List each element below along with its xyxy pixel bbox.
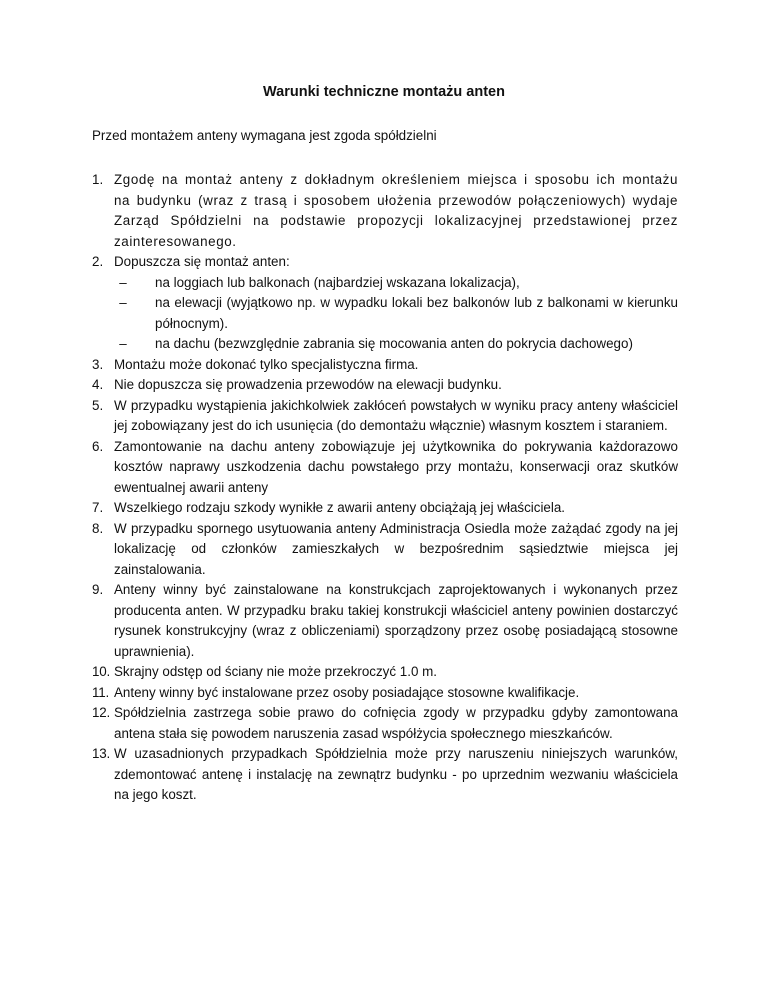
sub-list-item [114, 273, 678, 294]
item-number: 4. [92, 377, 104, 392]
list-item [92, 662, 678, 683]
item-text: Skrajny odstęp od ściany nie może przekroczyć 1.0 m. [114, 664, 438, 679]
item-text: Zgodę na montaż anteny z dokładnym określeniem miejsca i sposobu ich montażu na budynku (wraz z trasą i sposobem ułożenia przewodów połączeniowych) wydaje Zarząd Spółdzielni na podstawie propozycji lokalizacyjnej przedstawionej przez zainteresowanego. [114, 172, 678, 249]
list-item [92, 252, 678, 355]
item-number: 6. [92, 438, 104, 454]
list-item [92, 703, 678, 744]
item-number: 8. [92, 520, 104, 536]
item-number: 12. [92, 705, 111, 720]
list-item [92, 519, 678, 581]
list-item [92, 396, 678, 437]
item-text: Anteny winny być zainstalowane na konstrukcjach zaprojektowanych i wykonanych przez producenta anten. W przypadku braku takiej konstrukcji właściciel anteny powinien dostarczyć rysunek konstrukcyjny (wraz z obliczeniami) sporządzony przez osobę posiadającą stosowne uprawnienia). [114, 582, 678, 659]
list-item [92, 170, 678, 252]
list-item [92, 498, 678, 519]
item-number: 10. [92, 664, 111, 679]
item-text: Spółdzielnia zastrzega sobie prawo do cofnięcia zgody w przypadku gdyby zamontowana antena stała się powodem naruszenia zasad współżycia społecznego mieszkańców. [114, 705, 678, 741]
list-item [92, 580, 678, 662]
sub-item-text: na dachu (bezwzględnie zabrania się mocowania anten do pokrycia dachowego) [155, 336, 633, 351]
item-number: 1. [92, 172, 104, 187]
list-item [92, 355, 678, 376]
item-text: Anteny winny być instalowane przez osoby posiadające stosowne kwalifikacje. [114, 684, 580, 700]
item-text: W przypadku wystąpienia jakichkolwiek zakłóceń powstałych w wyniku pracy anteny właściciel jej zobowiązany jest do ich usunięcia (do demontażu włącznie) własnym kosztem i staraniem. [114, 397, 678, 433]
sub-list-item [114, 293, 678, 334]
list-item [92, 375, 678, 396]
item-text: Nie dopuszcza się prowadzenia przewodów na elewacji budynku. [114, 377, 502, 392]
item-number: 3. [92, 356, 104, 372]
list-item [92, 683, 678, 704]
dash-bullet: – [119, 295, 127, 310]
item-number: 13. [92, 746, 111, 761]
item-number: 2. [92, 254, 104, 269]
item-text: Montażu może dokonać tylko specjalistyczna firma. [114, 356, 419, 372]
item-text: W przypadku spornego usytuowania anteny Administracja Osiedla może zażądać zgody na jej lokalizację od członków zamieszkałych w bezpośrednim sąsiedztwie miejsca jej zainstalowania. [114, 520, 678, 577]
item-number: 5. [92, 397, 104, 413]
list-item [92, 437, 678, 499]
intro-paragraph: Przed montażem anteny wymagana jest zgoda spółdzielni [92, 128, 437, 143]
sub-list [114, 273, 678, 355]
sub-item-text: na elewacji (wyjątkowo np. w wypadku lokali bez balkonów lub z balkonami w kierunku północnym). [155, 295, 678, 331]
item-text: Zamontowanie na dachu anteny zobowiązuje jej użytkownika do pokrywania każdorazowo kosztów naprawy uszkodzenia dachu powstałego przy montażu, konserwacji oraz skutków ewentualnej awarii anteny [114, 438, 678, 495]
document-title: Warunki techniczne montażu anten [263, 84, 505, 100]
item-number: 11. [92, 684, 110, 700]
sub-list-item [114, 334, 678, 355]
item-text: W uzasadnionych przypadkach Spółdzielnia może przy naruszeniu niniejszych warunków, zdemontować antenę i instalację na zewnątrz budynku - po uprzednim wezwaniu właściciela na jego koszt. [114, 746, 678, 802]
item-number: 7. [92, 500, 104, 515]
conditions-list [92, 170, 678, 806]
list-item [92, 744, 678, 806]
dash-bullet: – [119, 336, 127, 351]
item-text: Wszelkiego rodzaju szkody wynikłe z awarii anteny obciążają jej właściciela. [114, 500, 566, 515]
item-number: 9. [92, 582, 104, 597]
item-text: Dopuszcza się montaż anten: [114, 254, 290, 269]
sub-item-text: na loggiach lub balkonach (najbardziej wskazana lokalizacja), [155, 274, 520, 290]
dash-bullet: – [119, 274, 127, 290]
